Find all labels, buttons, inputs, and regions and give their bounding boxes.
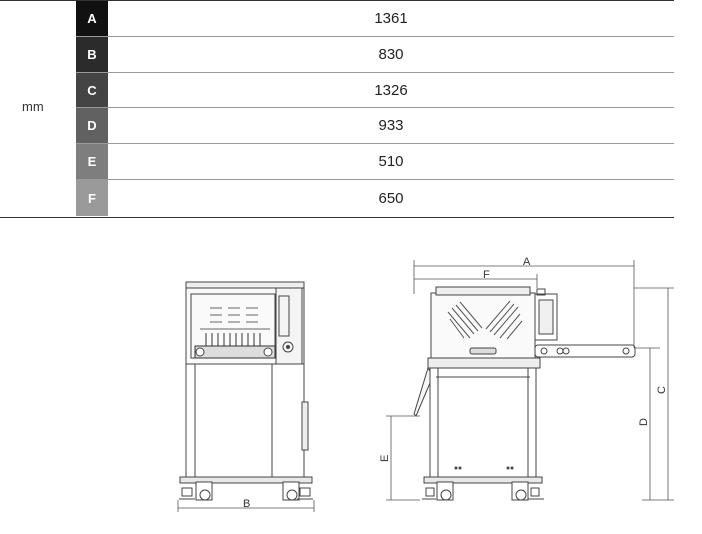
dimension-row-d [76, 108, 674, 144]
dimension-label-a: A [523, 256, 531, 268]
dimension-letter-a: A [76, 1, 108, 36]
dimension-row-a [76, 1, 674, 37]
dimension-row-c [76, 73, 674, 109]
dimension-letter-c: C [76, 73, 108, 108]
dimension-label-f: F [483, 269, 490, 281]
side-view-machine [414, 287, 635, 500]
dimension-value-e: 510 [378, 153, 404, 171]
dimension-value-f: 650 [378, 189, 404, 207]
dimension-row-e [76, 144, 674, 180]
dimension-letter-f: F [76, 180, 108, 216]
dimension-label-c: C [656, 386, 668, 394]
dimension-label-b: B [243, 498, 251, 510]
dimension-letter-e: E [76, 144, 108, 179]
dimension-row-b [76, 37, 674, 73]
dimension-label-e: E [379, 454, 391, 462]
front-view-machine [179, 282, 313, 500]
dimension-value-c: 1326 [374, 81, 408, 99]
dimension-row-f [76, 180, 674, 216]
dimensions-table [0, 0, 674, 218]
dimension-value-b: 830 [378, 45, 404, 63]
dimension-letter-d: D [76, 108, 108, 143]
dimension-rows [76, 1, 674, 216]
technical-drawing [0, 216, 702, 534]
dimension-value-d: 933 [378, 117, 404, 135]
dimension-letter-b: B [76, 37, 108, 72]
dimension-label-d: D [638, 418, 650, 426]
unit-label: mm [22, 99, 44, 114]
dimension-value-a: 1361 [374, 9, 408, 27]
